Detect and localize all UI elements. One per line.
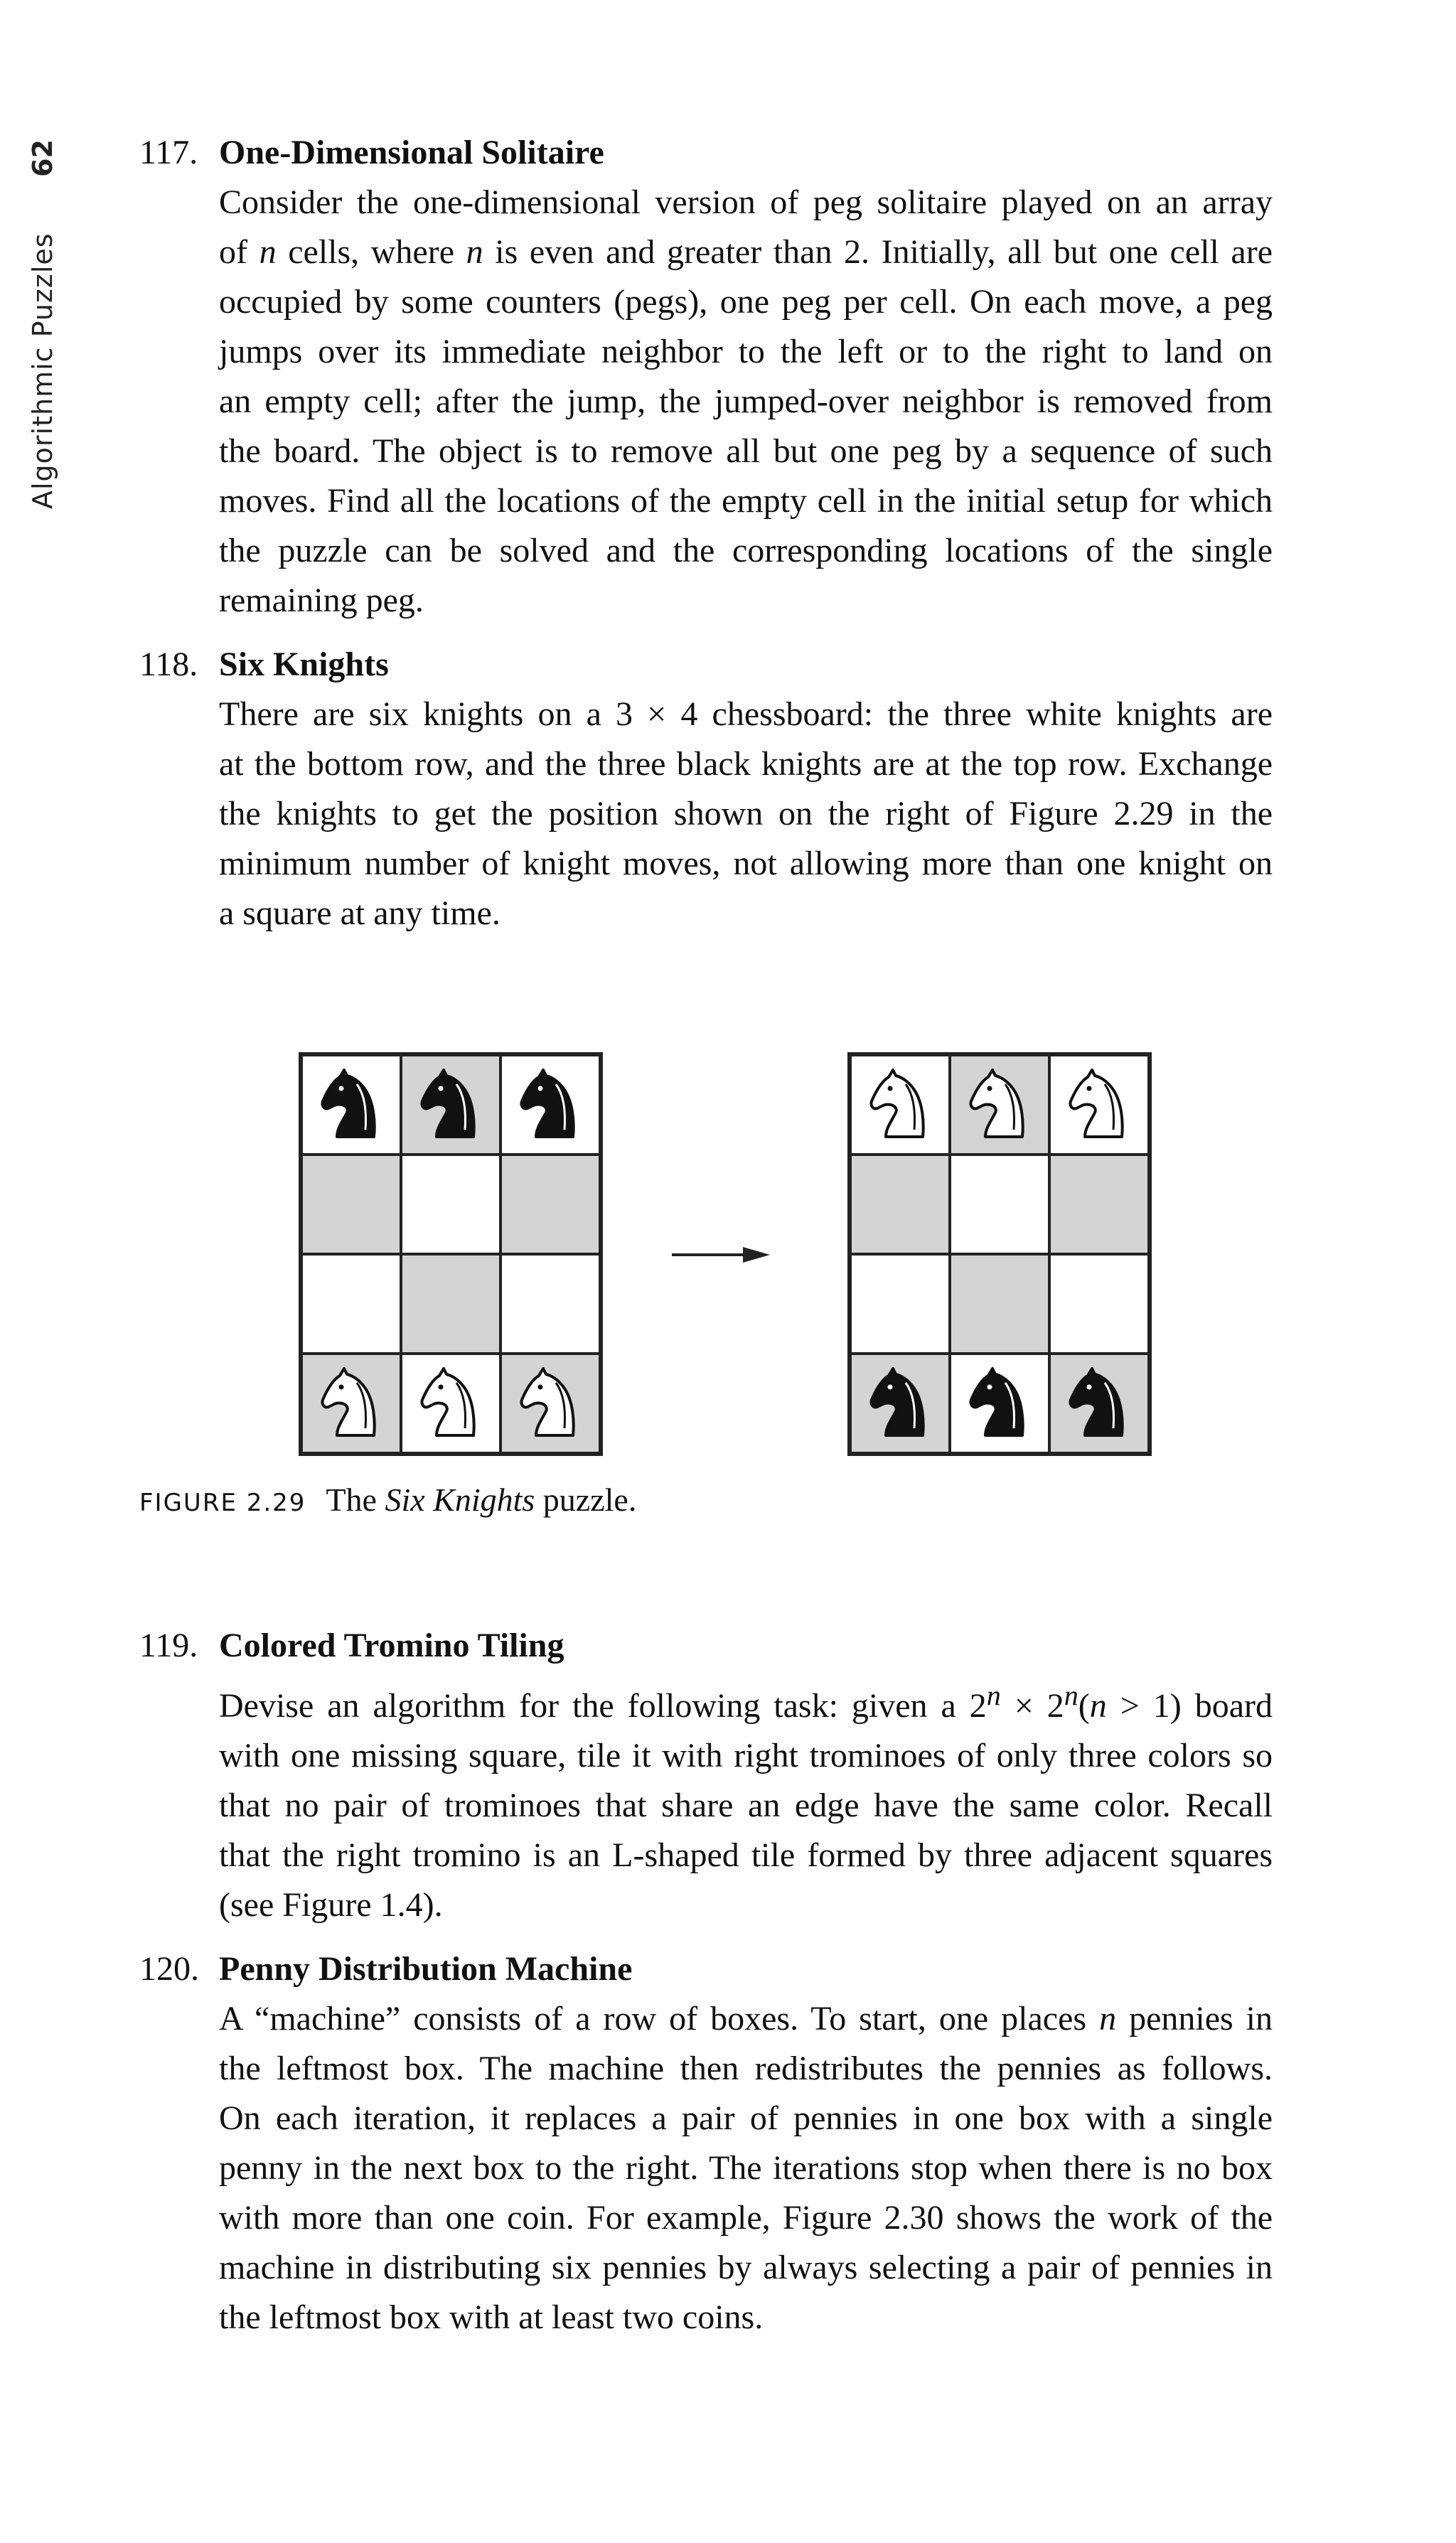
board-square <box>1049 1354 1149 1453</box>
text-line: (see Figure 1.4). <box>219 1886 443 1924</box>
white-knight-icon <box>964 1066 1035 1144</box>
puzzle-title: Six Knights <box>219 646 389 683</box>
math-variable: n <box>1089 1687 1107 1725</box>
chessboard-goal <box>847 1052 1152 1456</box>
math-variable: n <box>259 233 277 271</box>
puzzle-120 <box>139 1944 1273 2343</box>
text-line <box>219 1994 1273 2044</box>
board-square <box>500 1055 600 1155</box>
black-knight-icon <box>864 1364 936 1442</box>
puzzle-number: 120. <box>139 1950 199 1988</box>
caption-text: puzzle. <box>542 1482 637 1518</box>
puzzle-title: Penny Distribution Machine <box>219 1950 633 1988</box>
puzzle-body <box>219 690 1273 938</box>
puzzle-heading <box>139 1621 1273 1671</box>
math-variable: n <box>1099 2000 1117 2038</box>
text-line: minimum number of knight moves, not allowing more than one knight on <box>219 845 1273 882</box>
text-line: There are six knights on a 3 × 4 chessboard: the three white knights are <box>219 695 1273 733</box>
text-fragment: ( <box>1078 1687 1090 1725</box>
running-head-title: Algorithmic Puzzles <box>27 232 58 509</box>
white-knight-icon <box>316 1364 387 1442</box>
puzzle-heading <box>139 640 1273 690</box>
board-square <box>850 1155 950 1254</box>
caption-italic: Six Knights <box>385 1482 535 1518</box>
board-square <box>500 1354 600 1453</box>
puzzle-118 <box>139 640 1273 938</box>
board-square <box>950 1155 1049 1254</box>
puzzle-body <box>219 1671 1273 1930</box>
figure-label: FIGURE 2.29 <box>139 1489 306 1517</box>
text-fragment: > 1) board <box>1106 1687 1273 1725</box>
figure-2-29 <box>0 1031 1456 1500</box>
text-line: moves. Find all the locations of the empty cell in the initial setup for which <box>219 482 1273 520</box>
board-square <box>401 1155 500 1254</box>
caption-text: The <box>326 1482 377 1518</box>
puzzle-117 <box>139 128 1273 626</box>
board-square <box>950 1055 1049 1155</box>
text-line: machine in distributing six pennies by always selecting a pair of pennies in <box>219 2249 1273 2286</box>
math-variable: n <box>466 233 483 271</box>
white-knight-icon <box>1064 1066 1135 1144</box>
text-line: remaining peg. <box>219 582 424 619</box>
text-line: Consider the one-dimensional version of peg solitaire played on an array <box>219 183 1273 221</box>
puzzle-title: One-Dimensional Solitaire <box>219 134 604 171</box>
puzzle-119 <box>139 1621 1273 1930</box>
text-line: occupied by some counters (pegs), one peg per cell. On each move, a peg <box>219 283 1273 321</box>
board-square <box>1049 1254 1149 1354</box>
puzzle-body <box>219 1994 1273 2343</box>
text-line: jumps over its immediate neighbor to the left or to the right to land on <box>219 333 1273 370</box>
text-line: with more than one coin. For example, Figure 2.30 shows the work of the <box>219 2199 1273 2237</box>
board-square <box>1049 1155 1149 1254</box>
board-square <box>401 1354 500 1453</box>
text-line: On each iteration, it replaces a pair of pennies in one box with a single <box>219 2099 1273 2137</box>
page-number: 62 <box>27 139 58 177</box>
math-superscript: n <box>1064 1679 1078 1711</box>
board-square <box>401 1055 500 1155</box>
text-fragment: Devise an algorithm for the following task: given a 2 <box>219 1687 987 1725</box>
black-knight-icon <box>964 1364 1035 1442</box>
black-knight-icon <box>515 1066 586 1144</box>
puzzle-title: Colored Tromino Tiling <box>219 1627 564 1664</box>
board-square <box>401 1254 500 1354</box>
text-line: that the right tromino is an L-shaped tile formed by three adjacent squares <box>219 1836 1273 1874</box>
black-knight-icon <box>1064 1364 1135 1442</box>
board-square <box>301 1055 401 1155</box>
text-fragment: A “machine” consists of a row of boxes. To start, one places <box>219 2000 1087 2038</box>
board-square <box>500 1155 600 1254</box>
board-square <box>850 1254 950 1354</box>
black-knight-icon <box>316 1066 387 1144</box>
puzzle-number: 118. <box>139 646 198 683</box>
puzzle-number: 119. <box>139 1627 198 1664</box>
text-fragment: × 2 <box>1000 1687 1064 1725</box>
board-square <box>301 1254 401 1354</box>
text-line: the knights to get the position shown on the right of Figure 2.29 in the <box>219 795 1273 833</box>
chessboard-start <box>299 1052 603 1456</box>
text-line: a square at any time. <box>219 894 500 932</box>
text-line: the board. The object is to remove all but one peg by a sequence of such <box>219 432 1273 470</box>
board-square <box>1049 1055 1149 1155</box>
black-knight-icon <box>415 1066 486 1144</box>
board-square <box>950 1354 1049 1453</box>
board-square <box>850 1055 950 1155</box>
white-knight-icon <box>515 1364 586 1442</box>
board-square <box>850 1354 950 1453</box>
puzzle-heading <box>139 128 1273 178</box>
board-square <box>950 1254 1049 1354</box>
board-square <box>301 1155 401 1254</box>
text-line: that no pair of trominoes that share an edge have the same color. Recall <box>219 1787 1273 1824</box>
text-line <box>219 227 1273 277</box>
text-line: at the bottom row, and the three black knights are at the top row. Exchange <box>219 745 1273 783</box>
white-knight-icon <box>864 1066 936 1144</box>
board-square <box>500 1254 600 1354</box>
puzzle-body <box>219 178 1273 626</box>
puzzle-number: 117. <box>139 134 198 171</box>
text-line: with one missing square, tile it with right trominoes of only three colors so <box>219 1737 1273 1774</box>
text-line <box>219 1671 1273 1731</box>
figure-caption <box>139 1479 636 1524</box>
text-line: the leftmost box. The machine then redistributes the pennies as follows. <box>219 2050 1273 2087</box>
text-fragment: pennies in <box>1129 2000 1273 2038</box>
text-fragment: is even and greater than 2. Initially, all but one cell are <box>495 233 1273 271</box>
white-knight-icon <box>415 1364 486 1442</box>
text-line: the leftmost box with at least two coins. <box>219 2298 764 2336</box>
text-fragment: cells, where <box>288 233 455 271</box>
arrow-icon <box>672 1244 771 1265</box>
text-fragment: of <box>219 233 247 271</box>
board-square <box>301 1354 401 1453</box>
text-line: the puzzle can be solved and the corresponding locations of the single <box>219 532 1273 569</box>
puzzle-heading <box>139 1944 1273 1994</box>
text-line: penny in the next box to the right. The iterations stop when there is no box <box>219 2149 1273 2187</box>
running-head <box>21 139 64 509</box>
text-line: an empty cell; after the jump, the jumped-over neighbor is removed from <box>219 382 1273 420</box>
math-superscript: n <box>986 1679 1001 1711</box>
